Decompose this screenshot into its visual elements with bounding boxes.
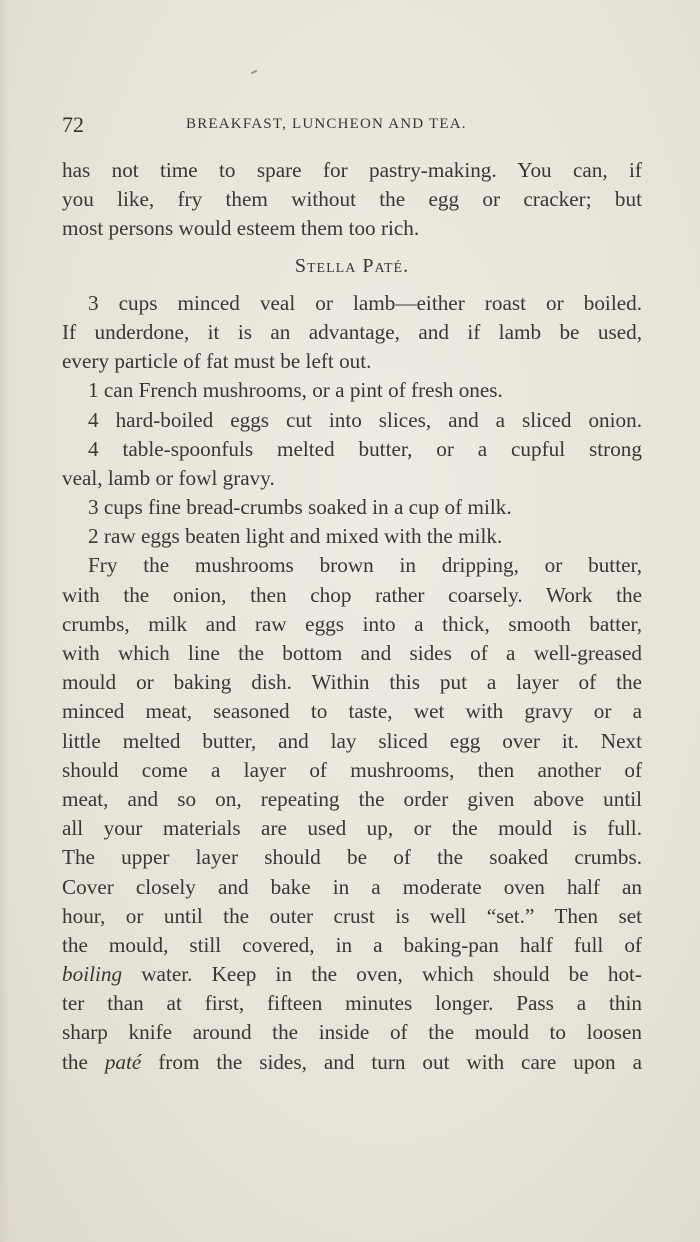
text-line: you like, fry them without the egg or cracker; but <box>62 187 642 212</box>
line-rest: from the sides, and turn out with care upon a <box>141 1049 642 1074</box>
direction-line: Cover closely and bake in a moderate oven half an <box>62 874 642 899</box>
running-title: BREAKFAST, LUNCHEON AND TEA. <box>186 116 467 132</box>
ingredient-line: veal, lamb or fowl gravy. <box>62 465 275 490</box>
ingredient-line: 3 cups minced veal or lamb—either roast or boiled. <box>88 290 642 315</box>
direction-line: sharp knife around the inside of the mould to loosen <box>62 1020 642 1045</box>
direction-line: with the onion, then chop rather coarsely. Work the <box>62 582 642 607</box>
direction-line: with which line the bottom and sides of a well-greased <box>62 641 642 665</box>
recipe-title: Stella Paté. <box>294 254 410 277</box>
direction-line: ter than at first, fifteen minutes longer. Pass a thin <box>62 991 642 1016</box>
direction-line: Fry the mushrooms brown in dripping, or butter, <box>88 553 642 578</box>
direction-line <box>62 960 642 989</box>
ingredient-line: 4 hard-boiled eggs cut into slices, and a sliced onion. <box>88 407 642 432</box>
binding-shadow <box>0 0 10 1242</box>
page-number: 72 <box>62 112 84 137</box>
direction-line: minced meat, seasoned to taste, wet with gravy or a <box>62 699 642 724</box>
direction-line: little melted butter, and lay sliced egg over it. Next <box>62 728 642 753</box>
direction-line: crumbs, milk and raw eggs into a thick, smooth batter, <box>62 611 642 636</box>
running-head <box>62 112 652 140</box>
direction-line: all your materials are used up, or the mould is full. <box>62 816 642 841</box>
direction-line: the mould, still covered, in a baking-pan half full of <box>62 932 642 957</box>
text-line: has not time to spare for pastry-making. You can, if <box>62 158 642 182</box>
direction-line: hour, or until the outer crust is well “set.” Then set <box>62 903 642 928</box>
direction-line: The upper layer should be of the soaked crumbs. <box>62 845 642 870</box>
speck-mark <box>251 70 257 74</box>
line-rest: water. Keep in the oven, which should be hot- <box>122 962 642 987</box>
direction-line: meat, and so on, repeating the order given above until <box>62 786 642 811</box>
direction-line <box>62 1048 642 1077</box>
italic-word: paté <box>104 1049 142 1074</box>
line-lead: the <box>62 1049 105 1074</box>
ingredient-line: If underdone, it is an advantage, and if lamb be used, <box>62 319 642 344</box>
ingredient-line: 2 raw eggs beaten light and mixed with the milk. <box>88 524 503 549</box>
ingredient-line: 1 can French mushrooms, or a pint of fresh ones. <box>88 378 503 403</box>
page-body <box>62 156 642 1077</box>
ingredient-line: every particle of fat must be left out. <box>62 349 372 374</box>
direction-line: mould or baking dish. Within this put a layer of the <box>62 670 642 695</box>
text-line: most persons would esteem them too rich. <box>62 216 420 241</box>
direction-line: should come a layer of mushrooms, then another of <box>62 757 642 782</box>
italic-word: boiling <box>62 962 123 987</box>
ingredient-line: 3 cups fine bread-crumbs soaked in a cup of milk. <box>88 495 512 520</box>
ingredient-line: 4 table-spoonfuls melted butter, or a cupful strong <box>88 436 642 461</box>
